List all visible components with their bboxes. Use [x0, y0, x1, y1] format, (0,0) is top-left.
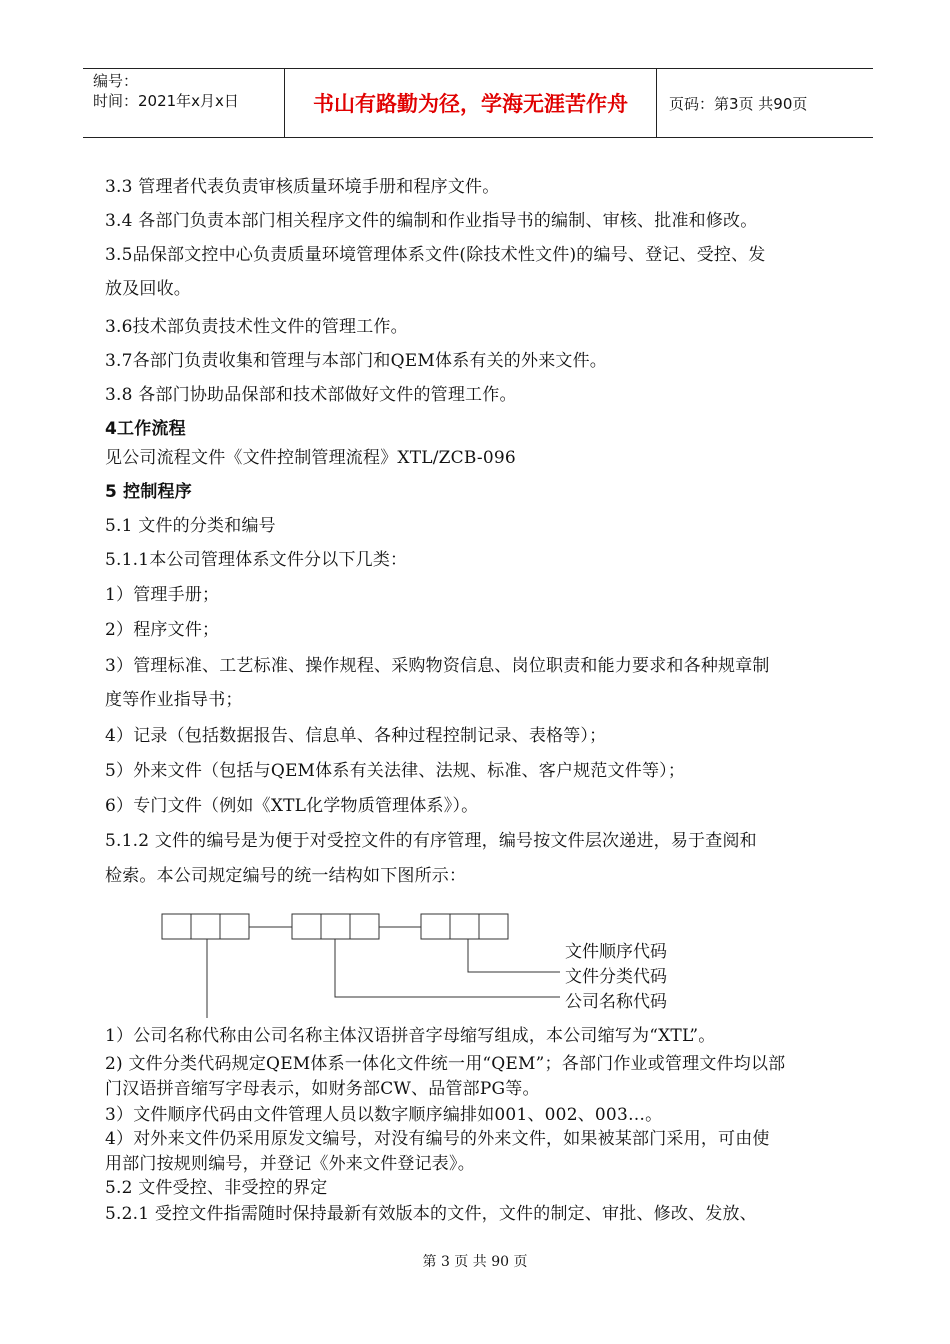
explain-line-3: 3）文件顺序代码由文件管理人员以数字顺序编排如001、002、003…。 [105, 1105, 663, 1125]
text-line-3-5-cont: 放及回收。 [105, 279, 191, 299]
text-line-3-3: 3.3 管理者代表负责审核质量环境手册和程序文件。 [105, 177, 500, 197]
explain-line-4: 4）对外来文件仍采用原发文编号，对没有编号的外来文件，如果被某部门采用，可由使 [105, 1129, 770, 1149]
seq-code-box-3 [479, 914, 508, 939]
text-line-3-8: 3.8 各部门协助品保部和技术部做好文件的管理工作。 [105, 385, 517, 405]
text-line-workflow: 见公司流程文件《文件控制管理流程》XTL/ZCB-096 [105, 448, 516, 468]
explain-line-2-cont: 门汉语拼音缩写字母表示，如财务部CW、品管部PG等。 [105, 1079, 540, 1099]
company-code-box-2 [191, 914, 220, 939]
text-line-5-1: 5.1 文件的分类和编号 [105, 516, 276, 536]
header-page-number: 页码：第3页 共90页 [669, 94, 808, 113]
diagram-label-class: 文件分类代码 [565, 967, 667, 987]
class-code-leader [335, 939, 560, 997]
list-item-5: 5）外来文件（包括与QEM体系有关法律、法规、标准、客户规范文件等）； [105, 761, 686, 781]
list-item-6: 6）专门文件（例如《XTL化学物质管理体系》）。 [105, 796, 479, 816]
header-motto: 书山有路勤为径，学海无涯苦作舟 [285, 69, 657, 137]
explain-line-4-cont: 用部门按规则编号，并登记《外来文件登记表》。 [105, 1154, 475, 1174]
seq-code-box-2 [450, 914, 479, 939]
list-item-3: 3）管理标准、工艺标准、操作规程、采购物资信息、岗位职责和能力要求和各种规章制 [105, 656, 770, 676]
text-line-5-2: 5.2 文件受控、非受控的界定 [105, 1178, 328, 1198]
class-code-box-3 [350, 914, 379, 939]
text-line-5-1-1: 5.1.1本公司管理体系文件分以下几类： [105, 550, 408, 570]
explain-line-1: 1）公司名称代称由公司名称主体汉语拼音字母缩写组成，本公司缩写为“XTL”。 [105, 1026, 716, 1046]
text-line-5-1-2: 5.1.2 文件的编号是为便于对受控文件的有序管理，编号按文件层次递进，易于查阅和 [105, 831, 757, 851]
class-code-box-2 [321, 914, 350, 939]
company-code-box-1 [162, 914, 191, 939]
page-footer: 第 3 页 共 90 页 [422, 1254, 528, 1270]
class-code-box-1 [292, 914, 321, 939]
company-code-box-3 [220, 914, 249, 939]
text-line-5-1-2-cont: 检索。本公司规定编号的统一结构如下图所示： [105, 866, 467, 886]
text-line-3-7: 3.7各部门负责收集和管理与本部门和QEM体系有关的外来文件。 [105, 351, 607, 371]
text-line-5-2-1: 5.2.1 受控文件指需随时保持最新有效版本的文件，文件的制定、审批、修改、发放、 [105, 1204, 757, 1224]
list-item-4: 4）记录（包括数据报告、信息单、各种过程控制记录、表格等）； [105, 726, 607, 746]
diagram-label-seq: 文件顺序代码 [565, 942, 667, 962]
explain-line-2: 2) 文件分类代码规定QEM体系一体化文件统一用“QEM”；各部门作业或管理文件均以部 [105, 1054, 786, 1074]
doc-date-label: 时间：2021年x月x日 [93, 92, 239, 110]
text-line-3-5: 3.5品保部文控中心负责质量环境管理体系文件(除技术性文件)的编号、登记、受控、发 [105, 245, 766, 265]
list-item-1: 1）管理手册； [105, 585, 220, 605]
doc-code-label: 编号： [93, 72, 139, 90]
seq-code-box-1 [421, 914, 450, 939]
text-line-3-6: 3.6技术部负责技术性文件的管理工作。 [105, 317, 408, 337]
list-item-3-cont: 度等作业指导书； [105, 690, 243, 710]
section-heading-4: 4工作流程 [105, 419, 186, 439]
diagram-label-company: 公司名称代码 [565, 992, 667, 1012]
section-heading-5: 5 控制程序 [105, 482, 192, 502]
seq-code-leader [468, 939, 560, 972]
text-line-3-4: 3.4 各部门负责本部门相关程序文件的编制和作业指导书的编制、审核、批准和修改。 [105, 211, 758, 231]
list-item-2: 2）程序文件； [105, 620, 220, 640]
